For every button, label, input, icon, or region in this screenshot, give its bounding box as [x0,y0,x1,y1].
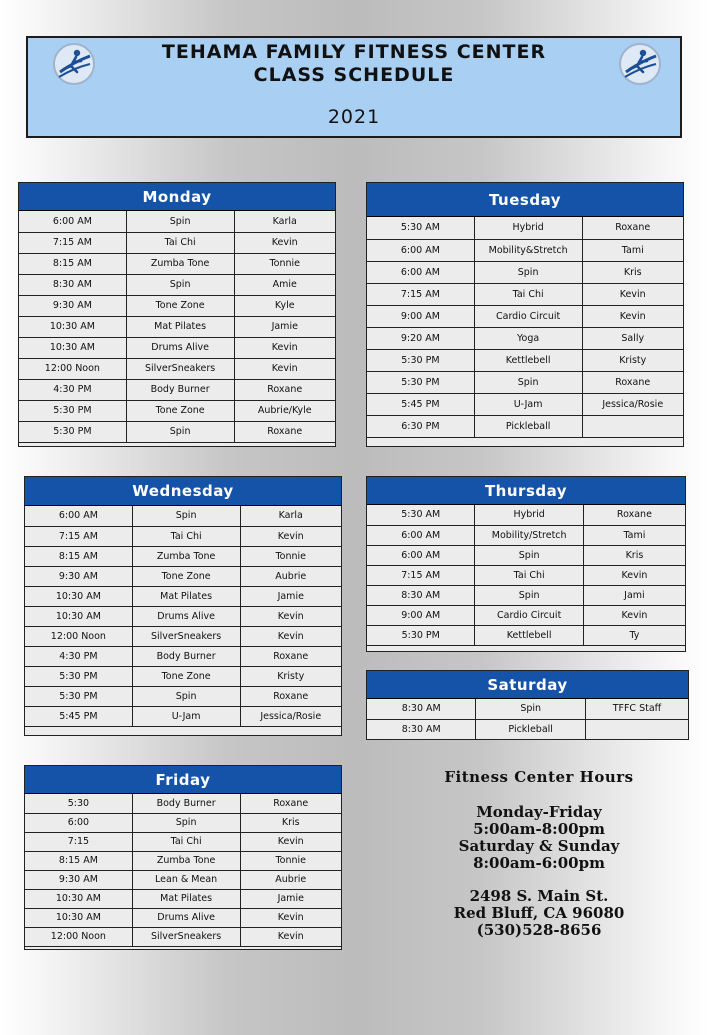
class-time: 6:00 AM [367,525,475,545]
class-time: 5:30 AM [367,505,475,525]
class-time: 10:30 AM [25,889,132,908]
table-row [25,666,341,686]
class-name: Spin [474,371,582,393]
class-time: 5:30 PM [367,625,475,645]
class-time: 5:45 PM [367,393,474,415]
table-row [367,719,688,739]
class-time: 8:15 AM [19,253,126,274]
table-row [25,586,341,606]
class-name: Tone Zone [132,566,240,586]
table-row [367,625,685,645]
instructor: Roxane [234,379,335,400]
class-time: 7:15 [25,832,132,851]
class-time: 9:00 AM [367,605,475,625]
class-time: 10:30 AM [19,337,126,358]
class-name: Kettlebell [474,349,582,371]
class-time: 9:00 AM [367,305,474,327]
table-row [19,421,335,442]
weekend-label: Saturday & Sunday [458,837,620,855]
class-name: Spin [132,813,240,832]
class-name: Yoga [474,327,582,349]
class-name: Cardio Circuit [475,605,583,625]
class-name: Drums Alive [126,337,234,358]
class-name: Mat Pilates [126,316,234,337]
class-time: 6:00 AM [367,261,474,283]
class-time: 5:30 [25,794,132,813]
class-name: Hybrid [474,217,582,239]
instructor [582,415,683,437]
instructor: Roxane [582,371,683,393]
table-row [19,400,335,421]
instructor: Kyle [234,295,335,316]
instructor: Jamie [240,586,341,606]
class-time: 5:30 PM [19,421,126,442]
class-name: Spin [475,585,583,605]
weekday-label: Monday-Friday [476,803,602,821]
class-table [25,506,341,727]
instructor: Kevin [582,283,683,305]
instructor: Aubrie/Kyle [234,400,335,421]
class-table [19,211,335,443]
table-row [25,646,341,666]
table-row [19,295,335,316]
class-time: 7:15 AM [367,283,474,305]
title-banner [26,36,682,138]
instructor: Kevin [234,358,335,379]
table-row [367,393,683,415]
instructor: Roxane [582,217,683,239]
class-name: Zumba Tone [132,546,240,566]
table-row [367,585,685,605]
class-time: 4:30 PM [19,379,126,400]
table-row [25,686,341,706]
instructor: Kevin [582,305,683,327]
instructor: Roxane [240,686,341,706]
hours-title: Fitness Center Hours [444,768,634,786]
schedule-year: 2021 [327,106,381,128]
instructor: Kris [240,813,341,832]
table-row [25,813,341,832]
class-time: 5:30 PM [25,666,132,686]
city-state-zip: Red Bluff, CA 96080 [453,904,625,922]
class-name: Drums Alive [132,606,240,626]
class-table [367,505,685,646]
instructor: Roxane [583,505,685,525]
instructor: Kristy [240,666,341,686]
class-name: Spin [476,699,585,719]
class-time: 9:20 AM [367,327,474,349]
class-name: SilverSneakers [126,358,234,379]
thursday-schedule [366,476,686,652]
phone-number: (530)528-8656 [476,921,602,939]
table-row [367,699,688,719]
class-name: SilverSneakers [132,927,240,946]
table-row [25,794,341,813]
instructor: Aubrie [240,870,341,889]
class-time: 10:30 AM [19,316,126,337]
class-time: 5:45 PM [25,706,132,726]
class-name: Drums Alive [132,908,240,927]
instructor: Tami [582,239,683,261]
class-name: Mat Pilates [132,586,240,606]
table-row [367,371,683,393]
instructor: Amie [234,274,335,295]
instructor: Roxane [240,646,341,666]
instructor: Kevin [240,832,341,851]
table-row [19,379,335,400]
class-name: Zumba Tone [126,253,234,274]
table-row [367,545,685,565]
class-name: Mobility&Stretch [474,239,582,261]
table-row [19,232,335,253]
saturday-schedule [366,670,689,740]
table-row [367,349,683,371]
class-time: 9:30 AM [25,870,132,889]
class-table [25,794,341,947]
table-row [367,505,685,525]
class-name: Hybrid [475,505,583,525]
class-time: 8:30 AM [19,274,126,295]
friday-schedule [24,765,342,950]
instructor: Karla [240,506,341,526]
table-row [19,274,335,295]
class-name: Lean & Mean [132,870,240,889]
class-time: 12:00 Noon [19,358,126,379]
class-name: SilverSneakers [132,626,240,646]
instructor: Kevin [234,337,335,358]
class-name: Cardio Circuit [474,305,582,327]
class-name: Tone Zone [132,666,240,686]
class-name: Pickleball [474,415,582,437]
class-name: Body Burner [132,646,240,666]
schedule-title: CLASS SCHEDULE [253,64,455,86]
class-name: Spin [126,211,234,232]
class-time: 7:15 AM [25,526,132,546]
class-name: U-Jam [474,393,582,415]
class-time: 5:30 PM [25,686,132,706]
table-row [25,706,341,726]
class-name: Body Burner [126,379,234,400]
class-time: 6:00 AM [367,545,475,565]
class-time: 9:30 AM [25,566,132,586]
class-time: 7:15 AM [19,232,126,253]
class-time: 12:00 Noon [25,626,132,646]
instructor: Kevin [240,927,341,946]
table-row [367,605,685,625]
table-row [367,327,683,349]
class-name: Tone Zone [126,295,234,316]
table-row [367,261,683,283]
day-header: Thursday [367,477,685,505]
class-name: Pickleball [476,719,585,739]
instructor: Tonnie [234,253,335,274]
table-row [25,566,341,586]
instructor: TFFC Staff [585,699,688,719]
table-row [19,358,335,379]
day-header: Wednesday [25,477,341,506]
class-name: Spin [126,274,234,295]
day-header: Monday [19,183,335,211]
class-name: Tai Chi [132,832,240,851]
class-name: Zumba Tone [132,851,240,870]
table-row [367,565,685,585]
table-row [25,506,341,526]
instructor: Jessica/Rosie [240,706,341,726]
table-row [19,211,335,232]
instructor: Jami [583,585,685,605]
class-time: 8:15 AM [25,851,132,870]
instructor: Sally [582,327,683,349]
class-name: Tai Chi [474,283,582,305]
table-row [367,283,683,305]
class-name: Body Burner [132,794,240,813]
instructor: Kristy [582,349,683,371]
instructor: Kevin [583,605,685,625]
table-row [25,870,341,889]
table-row [25,526,341,546]
class-time: 6:00 [25,813,132,832]
day-header: Saturday [367,671,688,699]
class-name: Spin [132,686,240,706]
class-time: 8:30 AM [367,719,476,739]
instructor: Aubrie [240,566,341,586]
class-name: Mat Pilates [132,889,240,908]
class-time: 8:15 AM [25,546,132,566]
day-header: Friday [25,766,341,794]
table-row [367,217,683,239]
class-time: 8:30 AM [367,699,476,719]
class-time: 5:30 PM [367,371,474,393]
class-time: 10:30 AM [25,606,132,626]
table-row [25,606,341,626]
class-name: U-Jam [132,706,240,726]
table-row [25,832,341,851]
class-time: 12:00 Noon [25,927,132,946]
class-time: 5:30 AM [367,217,474,239]
class-time: 7:15 AM [367,565,475,585]
class-name: Tai Chi [132,526,240,546]
class-time: 10:30 AM [25,908,132,927]
instructor: Kevin [583,565,685,585]
instructor: Kris [582,261,683,283]
instructor: Jessica/Rosie [582,393,683,415]
tuesday-schedule [366,182,684,447]
table-row [19,316,335,337]
instructor: Tonnie [240,851,341,870]
table-row [25,927,341,946]
class-name: Spin [126,421,234,442]
class-name: Spin [475,545,583,565]
table-row [25,908,341,927]
class-time: 6:30 PM [367,415,474,437]
instructor: Roxane [240,794,341,813]
day-header: Tuesday [367,183,683,217]
table-row [19,253,335,274]
instructor: Kevin [240,908,341,927]
weekday-hours: 5:00am-8:00pm [473,820,605,838]
class-time: 10:30 AM [25,586,132,606]
class-name: Tai Chi [475,565,583,585]
table-row [19,337,335,358]
table-row [367,525,685,545]
instructor: Kevin [240,626,341,646]
class-time: 6:00 AM [19,211,126,232]
class-name: Tai Chi [126,232,234,253]
class-name: Mobility/Stretch [475,525,583,545]
class-time: 6:00 AM [25,506,132,526]
table-row [367,415,683,437]
table-row [25,851,341,870]
class-time: 5:30 PM [367,349,474,371]
class-time: 9:30 AM [19,295,126,316]
center-name: TEHAMA FAMILY FITNESS CENTER [161,41,547,63]
instructor: Karla [234,211,335,232]
instructor [585,719,688,739]
class-time: 8:30 AM [367,585,475,605]
class-table [367,699,688,740]
street-address: 2498 S. Main St. [469,887,609,905]
table-row [367,239,683,261]
runner-logo-icon [618,42,662,86]
instructor: Tami [583,525,685,545]
weekend-hours: 8:00am-6:00pm [473,854,605,872]
center-hours [408,768,670,939]
wednesday-schedule [24,476,342,736]
class-name: Tone Zone [126,400,234,421]
class-table [367,217,683,438]
class-name: Spin [132,506,240,526]
class-time: 6:00 AM [367,239,474,261]
class-time: 4:30 PM [25,646,132,666]
instructor: Ty [583,625,685,645]
class-time: 5:30 PM [19,400,126,421]
monday-schedule [18,182,336,447]
instructor: Kevin [234,232,335,253]
table-row [25,626,341,646]
table-row [25,889,341,908]
table-row [25,546,341,566]
class-name: Spin [474,261,582,283]
instructor: Kevin [240,606,341,626]
instructor: Roxane [234,421,335,442]
instructor: Jamie [234,316,335,337]
instructor: Tonnie [240,546,341,566]
instructor: Kevin [240,526,341,546]
instructor: Kris [583,545,685,565]
instructor: Jamie [240,889,341,908]
table-row [367,305,683,327]
class-name: Kettlebell [475,625,583,645]
